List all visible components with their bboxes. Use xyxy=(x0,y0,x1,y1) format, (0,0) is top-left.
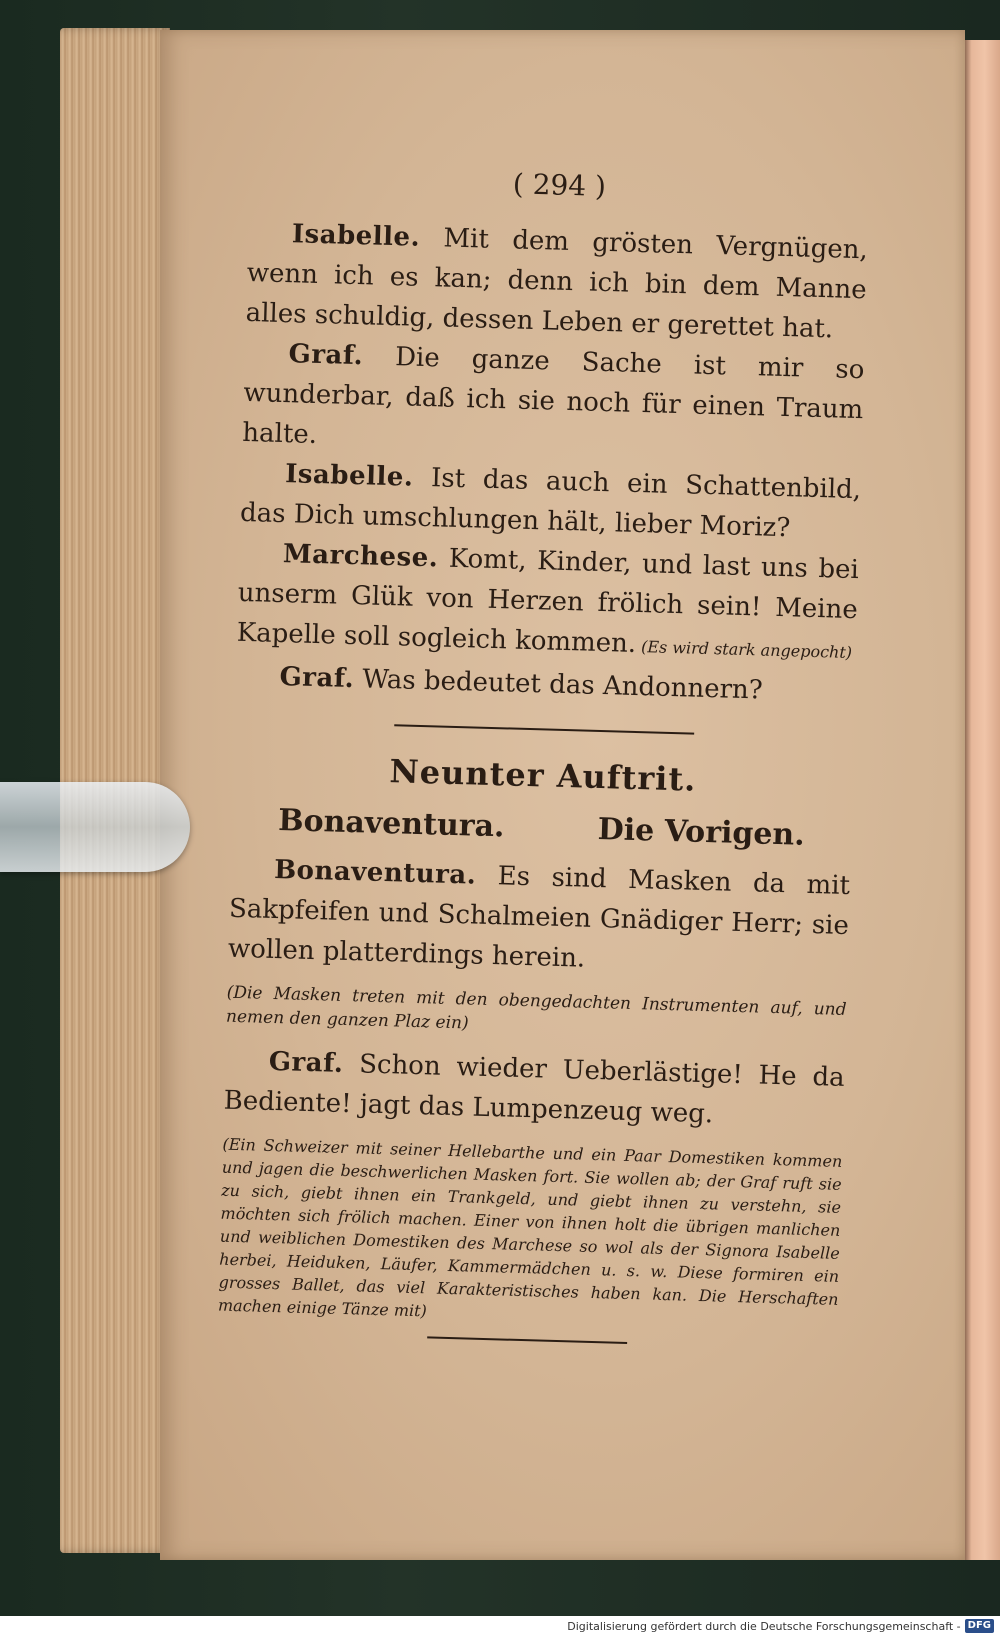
speech-text: Komt, Kinder, und last uns bei unserm Glük von Herzen frölich sein! Meine Kapelle soll sogleich kommen. xyxy=(236,543,860,659)
cast-left: Bonaventura. xyxy=(277,803,505,845)
speaker-label: Graf. xyxy=(288,339,364,372)
speaker-label: Graf. xyxy=(268,1046,344,1079)
speaker-label: Isabelle. xyxy=(284,459,414,493)
stage-direction-1: (Die Masken treten mit den obengedachten Instrumenten auf, und nemen den ganzen Plaz ein) xyxy=(225,982,847,1034)
speech-text: Schon wieder Ueberlästige! He da Bediente! jagt das Lumpenzeug weg. xyxy=(223,1048,846,1130)
speech-graf-3 xyxy=(223,1041,845,1138)
digitization-footer xyxy=(0,1616,1000,1637)
dfg-logo-icon: DFG xyxy=(965,1619,994,1633)
end-divider xyxy=(427,1336,627,1344)
scene-title: Neunter Auftrit. xyxy=(389,752,697,799)
speech-text: Mit dem grösten Vergnügen, wenn ich es kan; denn ich bin dem Manne alles schuldig, dessen Leben er gerettet hat. xyxy=(245,222,869,345)
stage-direction-inline: (Es wird stark angepocht) xyxy=(635,636,853,662)
cast-right: Die Vorigen. xyxy=(597,811,806,853)
section-divider xyxy=(394,724,694,734)
stage-direction-2: (Ein Schweizer mit seiner Hellebarthe und ein Paar Domestiken kommen und jagen die beschwerlichen Masken fort. Sie wollen ab; der Graf ruft sie zu sich, giebt ihnen ein Trankgeld, und giebt ihnen zu verstehn, sie möchten sich frölich machen. Einer von ihnen holt die übrigen manlichen und weiblichen Domestiken des Marchese so wol als der Signora Isabelle herbei, Heiduken, Läufer, Kammermädchen u. s. w. Diese formiren ein grosses Ballet, das viel Karakteristisches haben kan. Die Herschaften machen einige Tänze mit) xyxy=(217,1134,843,1321)
speech-text: Was bedeutet das Andonnern? xyxy=(353,664,764,706)
speech-text: Es sind Masken da mit Sakpfeifen und Schalmeien Gnädiger Herr; sie wollen platterdings herein. xyxy=(227,860,851,974)
speech-isabelle-1 xyxy=(245,213,868,350)
speaker-label: Isabelle. xyxy=(291,219,421,253)
page-holder-clip xyxy=(0,782,190,872)
speech-graf-1 xyxy=(242,333,865,470)
footer-text: Digitalisierung gefördert durch die Deutsche Forschungsgemeinschaft - xyxy=(567,1620,961,1633)
speaker-label: Marchese. xyxy=(282,539,439,574)
page-number: ( 294 ) xyxy=(512,167,607,203)
page-text xyxy=(217,160,870,1376)
speaker-label: Graf. xyxy=(279,662,355,695)
speech-bonaventura-1 xyxy=(227,849,850,986)
speaker-label: Bonaventura. xyxy=(273,854,477,891)
scene-cast xyxy=(231,802,852,854)
book-right-edge xyxy=(962,40,1000,1560)
speech-text: Ist das auch ein Schattenbild, das Dich umschlungen hält, lieber Moriz? xyxy=(239,462,862,544)
speech-text: Die ganze Sache ist mir so wunderbar, daß ich sie noch für einen Traum halte. xyxy=(241,341,865,450)
speech-marchese-1 xyxy=(236,533,859,673)
passage-1 xyxy=(235,213,868,713)
